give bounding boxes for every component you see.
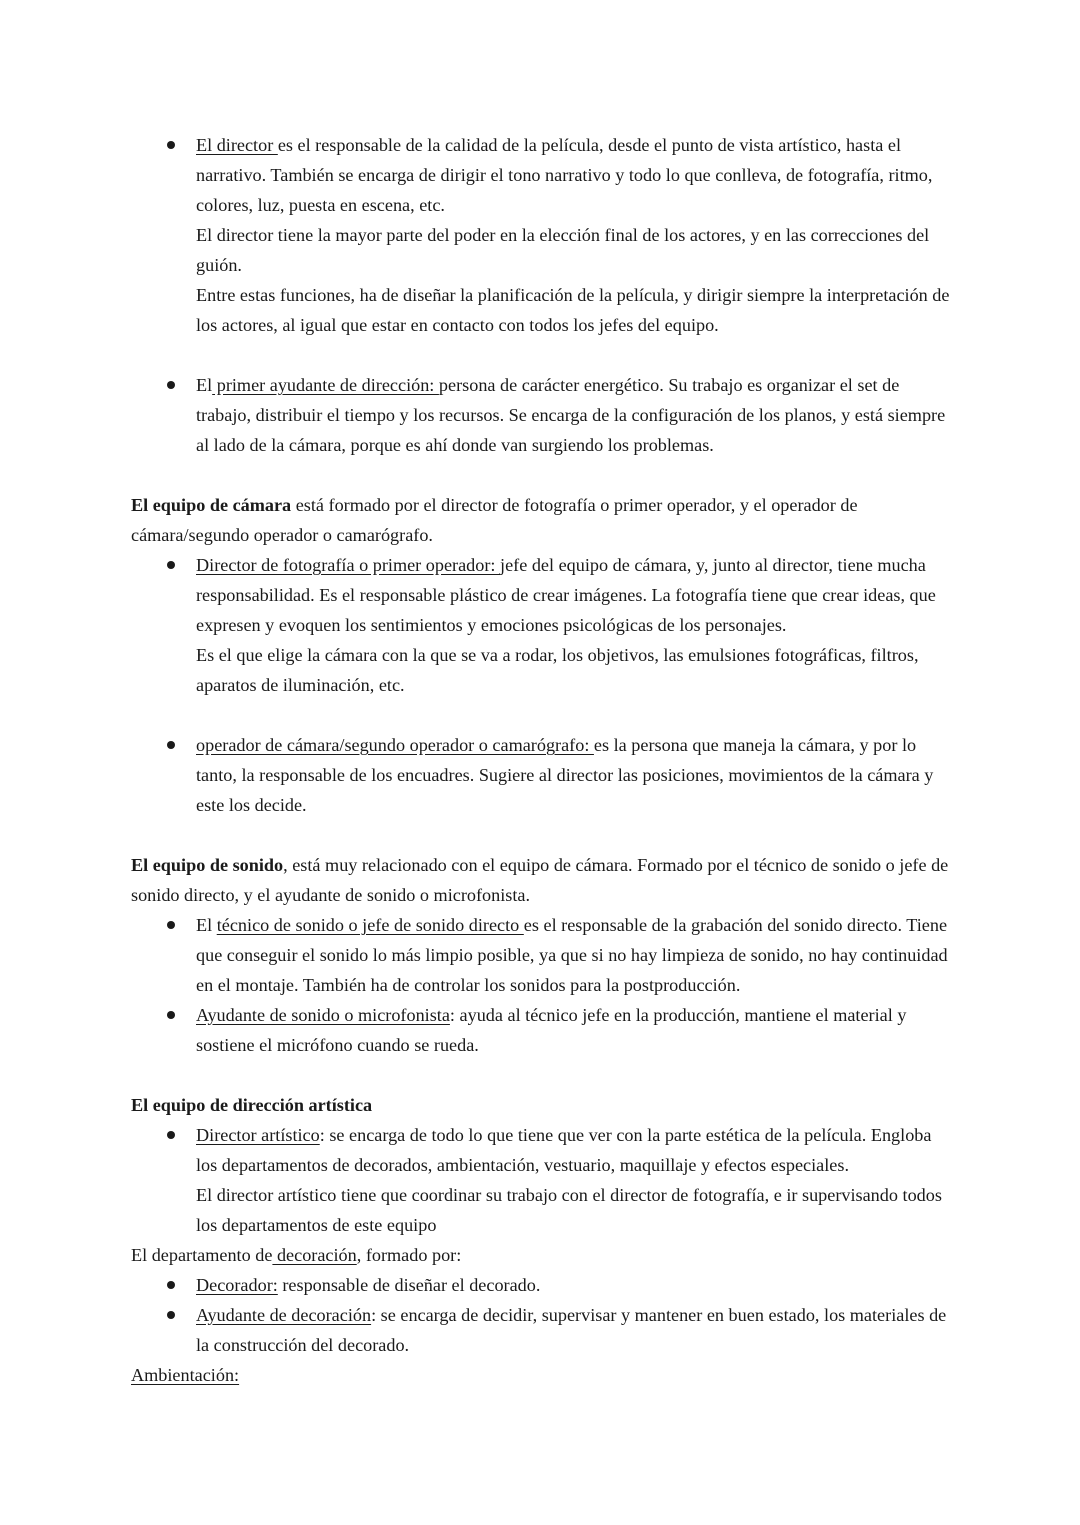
- list-item-ayudante-sonido: [131, 1000, 951, 1060]
- term-decorador: Decorador:: [196, 1275, 278, 1295]
- bullet-icon: [167, 381, 175, 389]
- paragraph: Ayudante de decoración: se encarga de decidir, supervisar y mantener en buen estado, los materiales de la construcción del decorado.: [196, 1305, 947, 1355]
- paragraph: El director tiene la mayor parte del poder en la elección final de los actores, y en las correcciones del guión.: [196, 225, 930, 275]
- list-item-ayudante-decoracion: [131, 1300, 951, 1360]
- decoracion-intro: El departamento de decoración, formado por:: [131, 1245, 462, 1265]
- direccion-list: [131, 130, 951, 460]
- term-decoracion: decoración: [272, 1245, 357, 1265]
- sonido-list: [131, 910, 951, 1060]
- paragraph: El director es el responsable de la calidad de la película, desde el punto de vista artístico, hasta el narrativo. También se encarga de dirigir el tono narrativo y todo lo que conlleva, de fotografía, ritmo, colores, luz, puesta en escena, etc.: [196, 135, 933, 215]
- decoracion-list: [131, 1270, 951, 1360]
- paragraph: Director de fotografía o primer operador: jefe del equipo de cámara, y, junto al director, tiene mucha responsabilidad. Es el responsable plástico de crear imágenes. La fotografía tiene que crear ideas, que expresen y evoquen los sentimientos y emociones psicológicas de los personajes.: [196, 555, 936, 635]
- paragraph: El director artístico tiene que coordinar su trabajo con el director de fotografía, e ir supervisando todos los departamentos de este equipo: [196, 1185, 942, 1235]
- bullet-icon: [167, 921, 175, 929]
- artistica-list: [131, 1120, 951, 1240]
- paragraph: El técnico de sonido o jefe de sonido directo es el responsable de la grabación del sonido directo. Tiene que conseguir el sonido lo más limpio posible, ya que si no hay limpieza de sonido, no hay continuidad en el montaje. También ha de controlar los sonidos para la postproducción.: [196, 915, 948, 995]
- bullet-icon: [167, 1011, 175, 1019]
- heading-sonido: El equipo de sonido: [131, 855, 284, 875]
- paragraph: Director artístico: se encarga de todo lo que tiene que ver con la parte estética de la película. Engloba los departamentos de decorados, ambientación, vestuario, maquillaje y efectos especiales.: [196, 1125, 932, 1175]
- paragraph: Decorador: responsable de diseñar el decorado.: [196, 1275, 541, 1295]
- paragraph: Es el que elige la cámara con la que se va a rodar, los objetivos, las emulsiones fotográficas, filtros, aparatos de iluminación, etc.: [196, 645, 919, 695]
- list-item-tecnico-sonido: [131, 910, 951, 1000]
- camara-list: [131, 550, 951, 820]
- list-item-primer-ayudante: [131, 370, 951, 460]
- term-operador-camara: operador de cámara/segundo operador o camarógrafo:: [196, 735, 594, 755]
- list-item-decorador: [131, 1270, 951, 1300]
- bullet-icon: [167, 741, 175, 749]
- bullet-icon: [167, 561, 175, 569]
- term-director-fotografia: Director de fotografía o primer operador:: [196, 555, 501, 575]
- bullet-icon: [167, 1131, 175, 1139]
- list-item-operador-camara: [131, 730, 951, 820]
- paragraph: El primer ayudante de dirección: persona de carácter energético. Su trabajo es organizar el set de trabajo, distribuir el tiempo y los recursos. Se encarga de la configuración de los planos, y está siempre al lado de la cámara, porque es ahí donde van surgiendo los problemas.: [196, 375, 946, 455]
- term-ayudante-decoracion: Ayudante de decoración: [196, 1305, 372, 1325]
- heading-artistica: El equipo de dirección artística: [131, 1095, 373, 1115]
- paragraph: Ayudante de sonido o microfonista: ayuda al técnico jefe en la producción, mantiene el material y sostiene el micrófono cuando se rueda.: [196, 1005, 907, 1055]
- paragraph: Entre estas funciones, ha de diseñar la planificación de la película, y dirigir siempre la interpretación de los actores, al igual que estar en contacto con todos los jefes del equipo.: [196, 285, 950, 335]
- paragraph: operador de cámara/segundo operador o camarógrafo: es la persona que maneja la cámara, y por lo tanto, la responsable de los encuadres. Sugiere al director las posiciones, movimientos de la cámara y este los decide.: [196, 735, 934, 815]
- heading-camara: El equipo de cámara: [131, 495, 292, 515]
- term-director: El director: [196, 135, 278, 155]
- camara-intro: El equipo de cámara está formado por el director de fotografía o primer operador, y el operador de cámara/segundo operador o camarógrafo.: [131, 495, 858, 545]
- term-tecnico-sonido: técnico de sonido o jefe de sonido directo: [216, 915, 524, 935]
- document-page: [131, 130, 951, 1390]
- term-ayudante-sonido: Ayudante de sonido o microfonista: [196, 1005, 450, 1025]
- list-item-director: [131, 130, 951, 340]
- sonido-intro: El equipo de sonido, está muy relacionado con el equipo de cámara. Formado por el técnico de sonido o jefe de sonido directo, y el ayudante de sonido o microfonista.: [131, 855, 949, 905]
- term-director-artistico: Director artístico: [196, 1125, 320, 1145]
- bullet-icon: [167, 141, 175, 149]
- bullet-icon: [167, 1281, 175, 1289]
- list-item-director-fotografia: [131, 550, 951, 700]
- list-item-director-artistico: [131, 1120, 951, 1240]
- term-primer-ayudante: primer ayudante de dirección:: [212, 375, 439, 395]
- bullet-icon: [167, 1311, 175, 1319]
- heading-ambientacion: Ambientación:: [131, 1365, 240, 1385]
